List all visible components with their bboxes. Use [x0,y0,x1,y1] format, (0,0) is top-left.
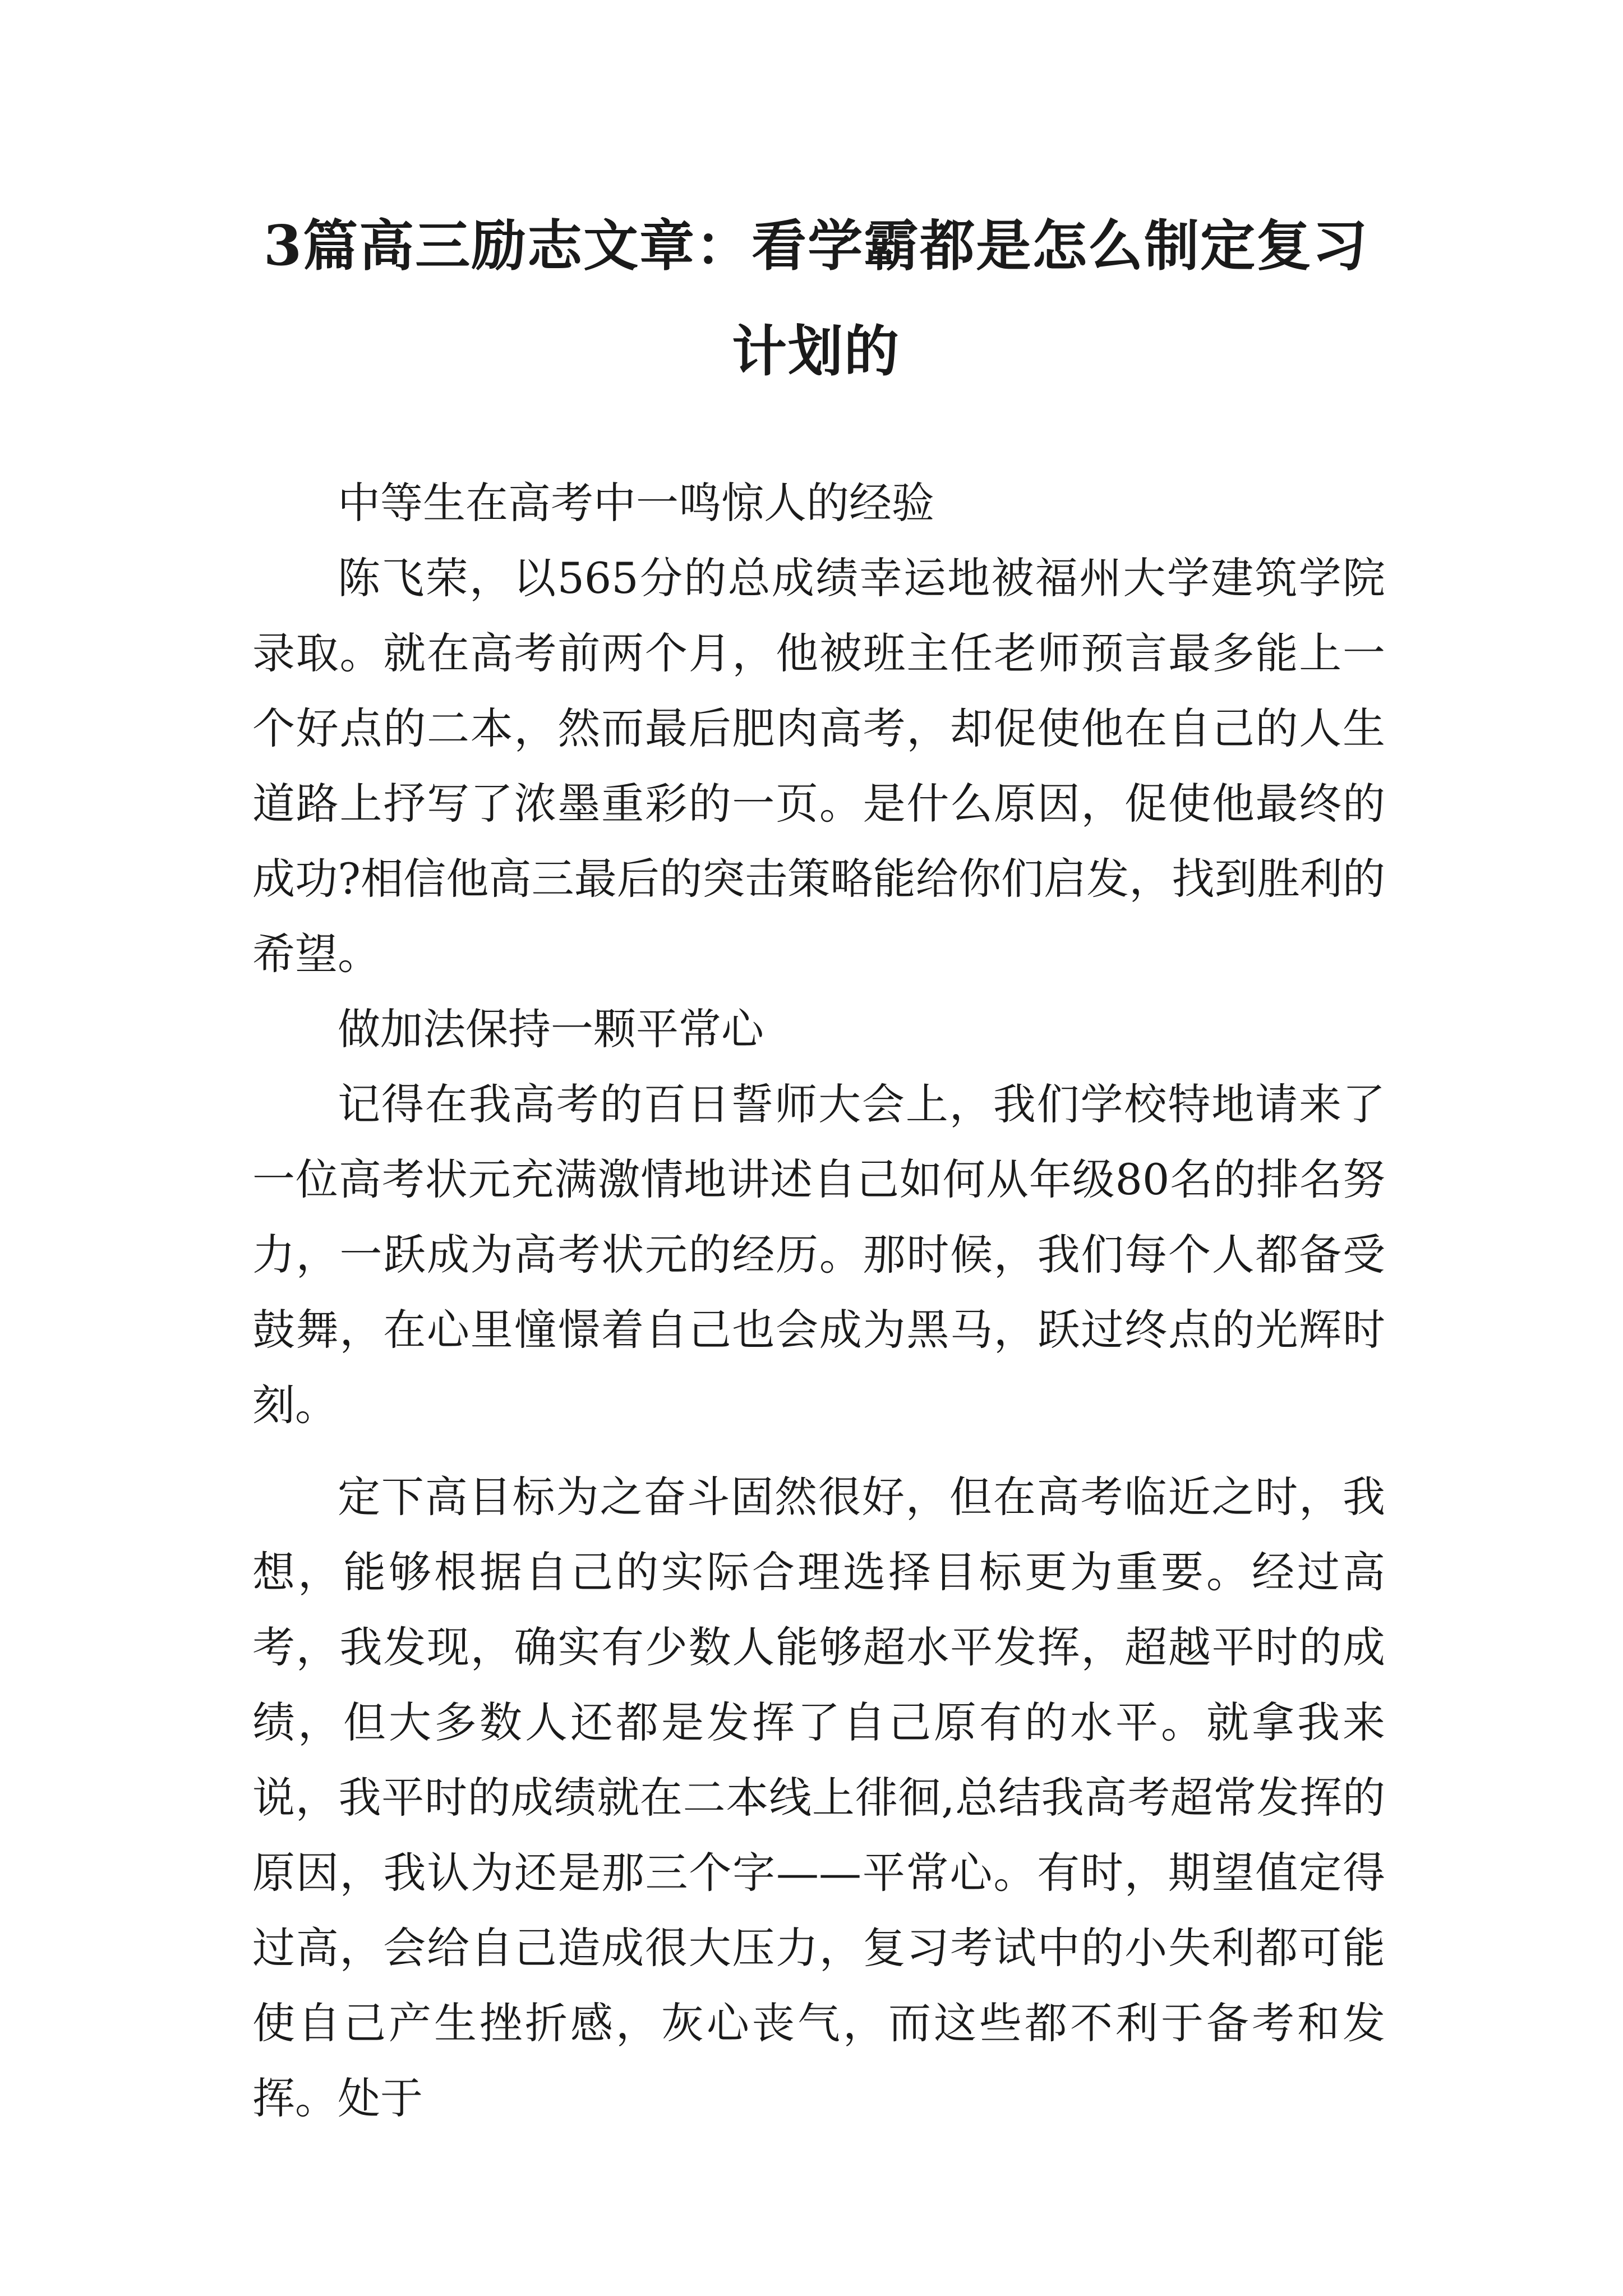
section-heading: 中等生在高考中一鸣惊人的经验 [338,478,934,528]
document-body [252,466,1385,2136]
paragraph: 定下高目标为之奋斗固然很好，但在高考临近之时，我想，能够根据自己的实际合理选择目标更为重要。经过高考，我发现，确实有少数人能够超水平发挥，超越平时的成绩，但大多数人还都是发挥了自己原有的水平。就拿我来说，我平时的成绩就在二本线上徘徊,总结我高考超常发挥的原因，我认为还是那三个字——平常心。有时，期望值定得过高，会给自己造成很大压力，复习考试中的小失利都可能使自己产生挫折感，灰心丧气，而这些都不利于备考和发挥。处于 [252,1472,1385,2123]
section-heading: 做加法保持一颗平常心 [338,1004,764,1054]
paragraph: 陈飞荣，以565分的总成绩幸运地被福州大学建筑学院录取。就在高考前两个月，他被班主任老师预言最多能上一个好点的二本，然而最后肥肉高考，却促使他在自己的人生道路上抒写了浓墨重彩的一页。是什么原因，促使他最终的成功?相信他高三最后的突击策略能给你们启发，找到胜利的希望。 [252,553,1385,979]
paragraph: 记得在我高考的百日誓师大会上，我们学校特地请来了一位高考状元充满激情地讲述自己如何从年级80名的排名努力，一跃成为高考状元的经历。那时候，我们每个人都备受鼓舞，在心里憧憬着自己也会成为黑马，跃过终点的光辉时刻。 [252,1079,1385,1430]
document-title: 3篇高三励志文章：看学霸都是怎么制定复习计划的 [263,214,1369,384]
